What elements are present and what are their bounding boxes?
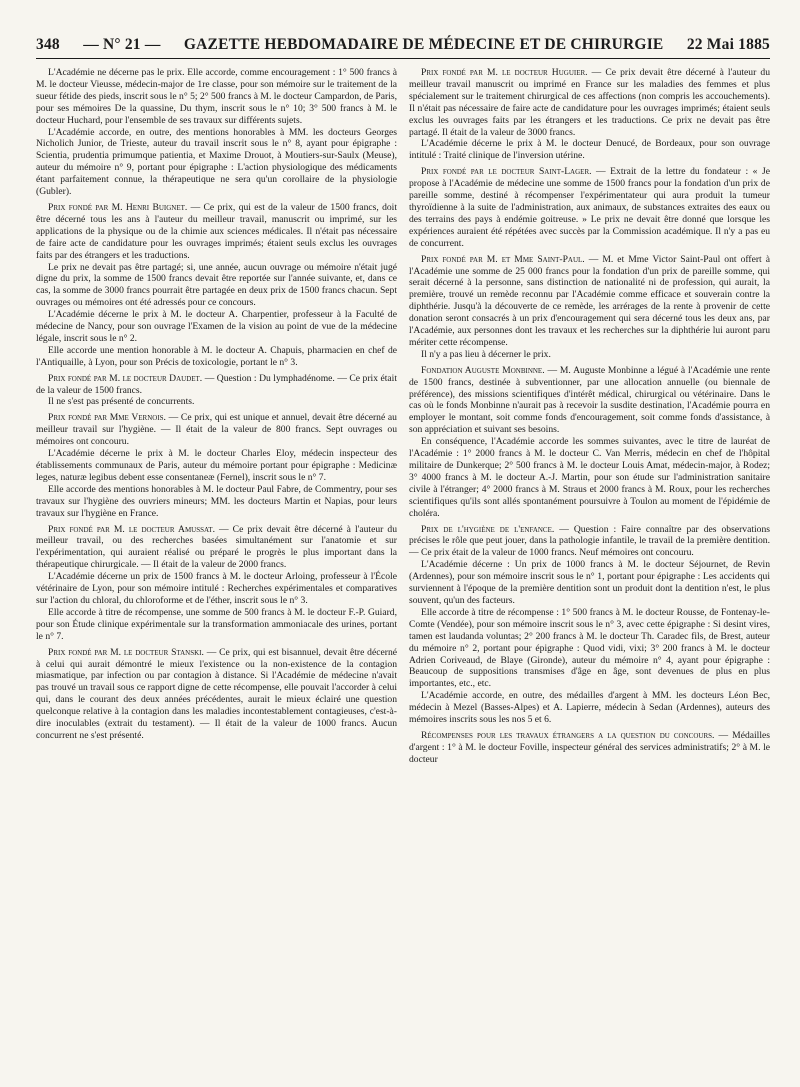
prize-paragraph	[36, 647, 397, 742]
paragraph: En conséquence, l'Académie accorde les sommes suivantes, avec le titre de lauréat de l'Académie : 1° 2000 francs à M. le docteur C. Van Merris, médecin en chef de l'hôpital militaire de Dunkerque; 2° 500 francs à M. le docteur Louis Amat, médecin-major, à Rodez; 3° 4000 francs à M. le docteur A.-J. Martin, pour son étude sur l'administration sanitaire civile à l'étranger; 4° 2000 francs à M. Straus et 2000 francs à M. Roux, pour les recherches scientifiques qu'ils sont allés spontanément poursuivre à Toulon au moment de l'épidémie de choléra.	[409, 436, 770, 519]
prize-paragraph	[36, 524, 397, 572]
paragraph: L'Académie décerne : Un prix de 1000 francs à M. le docteur Séjournet, de Revin (Ardennes), pour son mémoire inscrit sous le n° 1, portant pour épigraphe : Les accidents qui surviennent à l'époque de la première dentition sont un produit dont la dentition n'est, le plus souvent, qu'un des facteurs.	[409, 559, 770, 606]
prize-text: — Ce prix, qui est de la valeur de 1500 francs, doit être décerné tous les ans à l'auteur du meilleur travail, manuscrit ou imprimé, sur les applications de la physique ou de la chimie aux sciences médicales. Il n'était pas nécessaire de faire acte de candidature pour les ouvrages imprimés; étaient seuls exclus les ouvrages faits par des étrangers et les traductions.	[36, 201, 397, 261]
prize-heading: Prix fondé par M. Henri Buignet.	[48, 201, 188, 213]
prize-text: — Ce prix, qui est bisannuel, devait être décerné à celui qui aurait démontré le mieux l'existence ou la non-existence de la contagion miasmatique, par infection ou par contagion à distance. Si l'Académie de médecine n'avait pas trouvé un travail sous ce rapport digne de cette récompense, elle pouvait l'accorder à celui qui, dans le courant des deux années précédentes, aurait le mieux éclairé une question quelconque relative à la contagion dans les maladies incontestablement contagieuses, c'est-à-dire inoculables (extrait du testament). — Il était de la valeur de 1000 francs. Aucun concurrent ne s'est présenté.	[36, 646, 397, 741]
prize-text: — Question : Faire connaître par des observations précises le rôle que peut jouer, dans la pathologie infantile, le travail de la première dentition. — Ce prix était de la valeur de 1000 francs. Neuf mémoires ont concouru.	[409, 523, 771, 559]
paragraph: L'Académie décerne le prix à M. le docteur Denucé, de Bordeaux, pour son ouvrage intitulé : Traité clinique de l'inversion utérine.	[409, 138, 770, 162]
prize-paragraph	[409, 524, 770, 560]
issue-number: — N° 21 —	[83, 36, 161, 53]
prize-text: — Médailles d'argent : 1° à M. le docteur Foville, inspecteur général des services administratifs; 2° à M. le docteur	[409, 729, 770, 765]
prize-paragraph	[36, 373, 397, 397]
prize-text: — M. et Mme Victor Saint-Paul ont offert à l'Académie une somme de 25 000 francs pour la fondation d'un prix de pareille somme, qui serait décerné à la personne, sans distinction de nationalité ni de profession, qui aurait, la première, trouvé un remède reconnu par l'Académie comme efficace et souverain contre la diphthérie. Jusqu'à la découverte de ce remède, les arrérages de la rente à provenir de cette donation seront consacrés à un prix d'encouragement qui sera décerné tous les deux ans, par l'Académie, aux personnes dont les travaux et les recherches sur la diphthérie lui auront paru mériter cette récompense.	[409, 253, 770, 348]
prize-heading: Prix de l'hygiène de l'enfance.	[421, 523, 555, 535]
prize-heading: Prix fondé par M. le docteur Daudet.	[48, 372, 203, 384]
prize-paragraph	[409, 166, 770, 249]
prize-text: — Ce prix, qui est unique et annuel, devait être décerné au meilleur travail sur l'hygiène. — Il était de la valeur de 800 francs. Sept ouvrages ou mémoires ont concouru.	[36, 412, 397, 448]
prize-paragraph	[409, 365, 770, 436]
page-number: 348	[36, 36, 60, 53]
paragraph: L'Académie accorde, en outre, des mentions honorables à MM. les docteurs Georges Nicholich Junior, de Trieste, auteur du travail inscrit sous le n° 8, ayant pour épigraphe : Scientia, prudentia primumque patientia, et Maxime Drouot, à Moutiers-sur-Saulx (Meuse), auteur du mémoire n° 9, portant pour épigraphe : L'action physiologique des médicaments étant parfaitement connue, la thérapeutique ne sera qu'un corollaire de la physiologie (Gubler).	[36, 126, 397, 198]
paragraph: Elle accorde à titre de récompense : 1° 500 francs à M. le docteur Rousse, de Fontenay-le-Comte (Vendée), pour son mémoire inscrit sous le n° 3, avec cette épigraphe : Si desint vires, tamen est laudanda voluntas; 2° 200 francs à M. le docteur Th. Caradec fils, de Brest, auteur du mémoire n° 2, portant pour épigraphe : Quod vidi, vixi; 3° 200 francs à M. le docteur Adrien Coriveaud, de Blaye (Gironde), auteur du mémoire n° 4, ayant pour épigraphe : Beaucoup de suppositions transmises d'âge en âge, sont devenues de plus en plus importantes, etc., etc.	[409, 606, 770, 690]
paragraph: Elle accorde à titre de récompense, une somme de 500 francs à M. le docteur F.-P. Guiard, pour son Étude clinique expérimentale sur la transformation ammoniacale des urines, portant le n° 7.	[36, 606, 397, 642]
paragraph: L'Académie décerne le prix à M. le docteur Charles Eloy, médecin inspecteur des établissements communaux de Paris, auteur du mémoire portant pour épigraphe : Medicinæ leges, naturæ legibus debent esse consentaneæ (Fernel), inscrit sous le n° 7.	[36, 448, 397, 483]
prize-heading: Prix fondé par M. le docteur Huguier.	[421, 67, 588, 78]
left-column	[36, 67, 397, 766]
prize-text: — Ce prix devait être décerné à l'auteur du meilleur travail manuscrit ou imprimé en France sur les maladies des femmes et plus spécialement sur le traitement chirurgical de ces affections (non compris les accouchements). Il n'était pas nécessaire de faire acte de candidature pour les ouvrages imprimés; étaient seuls exclus les ouvrages faits par les étrangers et les traductions. Ce prix ne devait pas être partagé. Il était de la valeur de 3000 francs.	[409, 67, 770, 138]
text-columns	[36, 67, 770, 766]
prize-heading: Prix fondé par le docteur Saint-Lager.	[421, 166, 592, 178]
prize-heading: Récompenses pour les travaux étrangers a la question du concours.	[421, 729, 715, 741]
issue-date: 22 Mai 1885	[686, 36, 770, 53]
paragraph: Elle accorde une mention honorable à M. le docteur A. Chapuis, pharmacien en chef de l'Antiquaille, à Lyon, pour son Précis de toxicologie, portant le n° 3.	[36, 344, 397, 368]
prize-paragraph	[409, 254, 770, 349]
prize-heading: Prix fondé par Mme Vernois.	[48, 412, 166, 424]
prize-text: — Question : Du lymphadénome. — Ce prix était de la valeur de 1500 francs.	[36, 372, 397, 396]
paragraph: L'Académie accorde, en outre, des médailles d'argent à MM. les docteurs Léon Bec, médecin à Mezel (Basses-Alpes) et A. Lapierre, médecin à Sedan (Ardennes), auteurs des mémoires inscrits sous les nos 5 et 6.	[409, 690, 770, 726]
journal-title: GAZETTE HEBDOMADAIRE DE MÉDECINE ET DE CHIRURGIE	[183, 36, 664, 53]
right-column	[409, 67, 770, 766]
paragraph: L'Académie décerne le prix à M. le docteur A. Charpentier, professeur à la Faculté de médecine de Nancy, pour son ouvrage l'Examen de la vision au point de vue de la médecine légale, inscrit sous le n° 2.	[36, 309, 397, 344]
prize-text: — M. Auguste Monbinne a légué à l'Académie une rente de 1500 francs, destinée à subventionner, par une allocation annuelle (ou biennale de préférence), des missions scientifiques d'intérêt médical, chirurgical ou vétérinaire. Dans le cas où le fonds Monbinne n'aurait pas à recevoir la susdite destination, l'Académie pourra en employer le montant, soit comme fonds d'encouragement, soit comme fonds d'assistance, à son appréciation et suivant ses besoins.	[409, 364, 770, 436]
prize-heading: Prix fondé par M. le docteur Amussat.	[48, 523, 215, 535]
prize-heading: Prix fondé par M. et Mme Saint-Paul.	[421, 253, 585, 265]
prize-paragraph	[409, 730, 770, 766]
paragraph: Il ne s'est pas présenté de concurrents.	[48, 396, 195, 408]
paragraph: Elle accorde des mentions honorables à M. le docteur Paul Fabre, de Commentry, pour ses travaux sur l'hygiène des ouvriers mineurs; MM. les docteurs Martin et Napias, pour leurs travaux sur l'hygiène en France.	[36, 483, 397, 519]
paragraph: Le prix ne devait pas être partagé; si, une année, aucun ouvrage ou mémoire n'était jugé digne du prix, la somme de 1500 francs devait être reportée sur l'année suivante, et, dans ce cas, la somme de 3000 francs pourrait être partagée en deux prix de 1500 francs chacun. Sept ouvrages ou mémoires ont été adressés pour ce concours.	[36, 261, 397, 309]
paragraph: L'Académie décerne un prix de 1500 francs à M. le docteur Arloing, professeur à l'École vétérinaire de Lyon, pour son mémoire intitulé : Recherches expérimentales et comparatives sur l'action du chloral, du chloroforme et de l'éther, inscrit sous le n° 3.	[36, 571, 397, 606]
running-head	[36, 36, 770, 59]
prize-paragraph	[36, 412, 397, 448]
prize-paragraph	[409, 67, 770, 138]
paragraph: Il n'y a pas lieu à décerner le prix.	[421, 348, 551, 360]
prize-text: — Extrait de la lettre du fondateur : « Je propose à l'Académie de médecine une somme de 1500 francs pour la fondation d'un prix de pareille somme, destiné à récompenser l'expérimentateur qui aura produit la tumeur thyroïdienne à la suite de l'administration, aux animaux, de substances extraites des eaux ou des terrains des pays à endémie goitreuse. » Le prix ne devait être donné que lorsque les expériences auraient été répétées avec succès par la Commission académique. Il n'y a pas eu de concurrent.	[409, 166, 770, 249]
prize-paragraph	[36, 202, 397, 262]
prize-heading: Fondation Auguste Monbinne.	[421, 364, 545, 376]
prize-text: — Ce prix devait être décerné à l'auteur du meilleur travail, ou des recherches basées simultanément sur l'anatomie et sur l'expérimentation, qui auraient réalisé ou préparé le progrès le plus important dans la thérapeutique chirurgicale. — Il était de la valeur de 2000 francs.	[36, 523, 397, 571]
prize-heading: Prix fondé par M. le docteur Stanski.	[48, 646, 204, 658]
paragraph: L'Académie ne décerne pas le prix. Elle accorde, comme encouragement : 1° 500 francs à M. le docteur Vieusse, médecin-major de 1re classe, pour son mémoire sur le traitement de la sueur fétide des pieds, inscrit sous le n° 5; 2° 500 francs à M. le docteur Campardon, de Paris, pour ses mémoires De la quassine, Du thym, inscrit sous le n° 10; 3° 500 francs à M. le docteur Huchard, pour l'ensemble de ses travaux sur différents sujets.	[36, 67, 397, 126]
